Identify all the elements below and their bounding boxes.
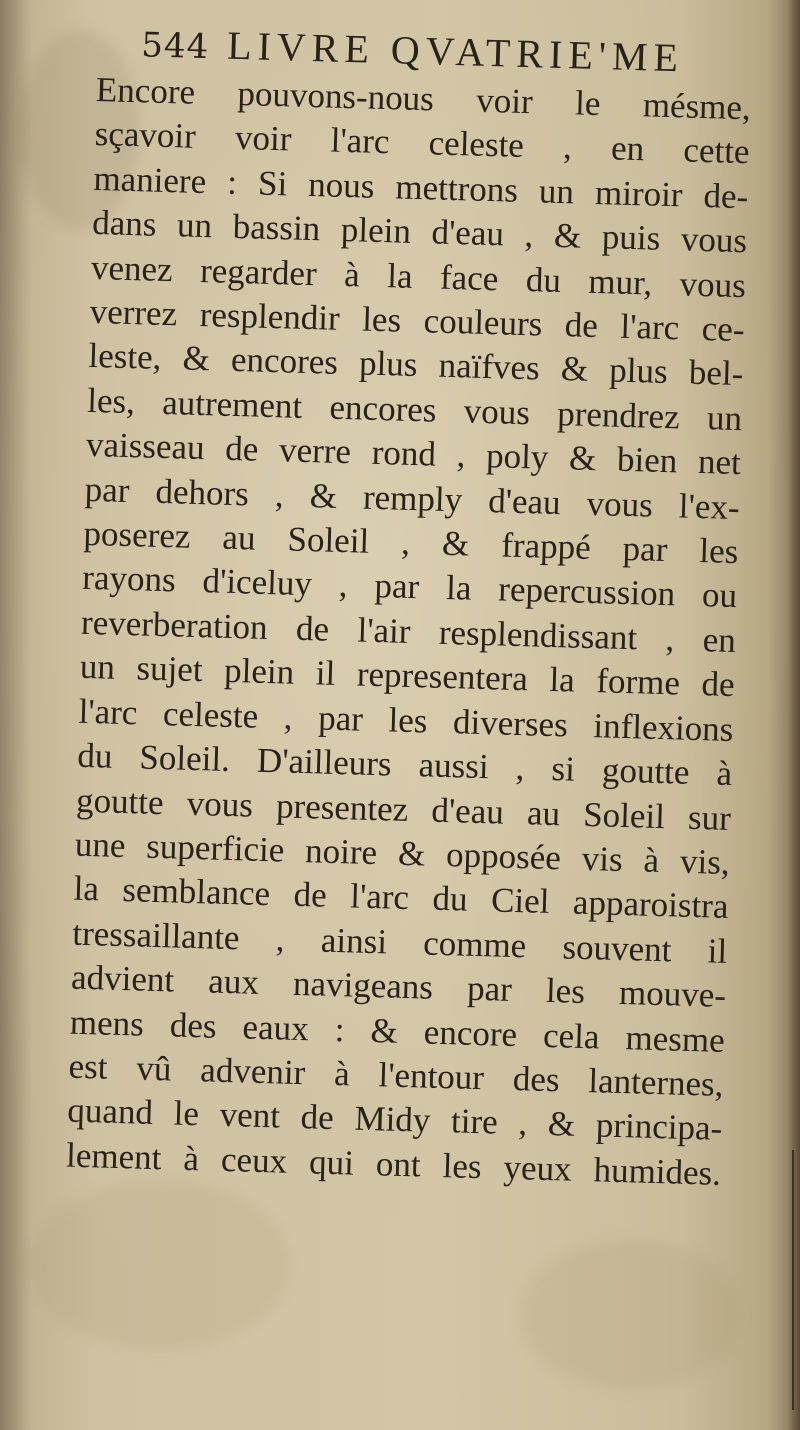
text-line: une superficie noire & opposée vis à vis, xyxy=(74,824,731,882)
text-line: lement à ceux qui ont les yeux humides. xyxy=(65,1135,722,1193)
text-line: Encore pouvons-nous voir le mésme, xyxy=(95,69,752,128)
text-line: verrez resplendir les couleurs de l'arc ce- xyxy=(89,291,746,350)
text-line: reverberation de l'air resplendissant , en xyxy=(80,602,737,660)
running-head: LIVRE QVATRIE'ME xyxy=(226,22,685,81)
text-line: l'arc celeste , par les diverses inflexions xyxy=(78,691,734,749)
text-line: vaisseau de verre rond , poly & bien net xyxy=(85,425,742,483)
text-line: un sujet plein il representera la forme de xyxy=(79,647,736,705)
text-line: du Soleil. D'ailleurs aussi , si goutte à xyxy=(76,735,733,794)
page-edge-shadow xyxy=(788,0,800,1430)
text-line: la semblance de l'arc du Ciel apparoistra xyxy=(73,868,729,927)
text-line: maniere : Si nous mettrons un miroir de- xyxy=(92,158,749,217)
text-line: venez regarder à la face du mur, vous xyxy=(90,247,747,305)
text-line: goutte vous presentez d'eau au Soleil sur xyxy=(75,780,732,838)
text-line: poserez au Soleil , & frappé par les xyxy=(83,513,739,572)
text-line: par dehors , & remply d'eau vous l'ex- xyxy=(84,469,741,527)
paper-stain xyxy=(30,1180,290,1350)
paper-stain xyxy=(520,1240,740,1390)
body-text xyxy=(66,68,777,1197)
page-number: 544 xyxy=(140,25,210,68)
text-line: quand le vent de Midy tire , & principa- xyxy=(66,1090,723,1149)
text-line: les, autrement encores vous prendrez un xyxy=(86,380,743,438)
text-line: sçavoir voir l'arc celeste , en cette xyxy=(94,114,751,172)
text-line: dans un bassin plein d'eau , & puis vous xyxy=(91,203,748,261)
text-line: mens des eaux : & encore cela mesme xyxy=(69,1002,726,1060)
page-edge-line xyxy=(792,1150,794,1410)
page-text-block xyxy=(66,18,778,1197)
text-line: advient aux navigeans par les mouve- xyxy=(70,957,727,1016)
text-line: est vû advenir à l'entour des lanternes, xyxy=(68,1046,725,1104)
text-line: rayons d'iceluy , par la repercussion ou xyxy=(81,558,738,616)
text-line: leste, & encores plus naïfves & plus bel- xyxy=(88,336,744,394)
text-line: tressaillante , ainsi comme souvent il xyxy=(71,913,728,971)
